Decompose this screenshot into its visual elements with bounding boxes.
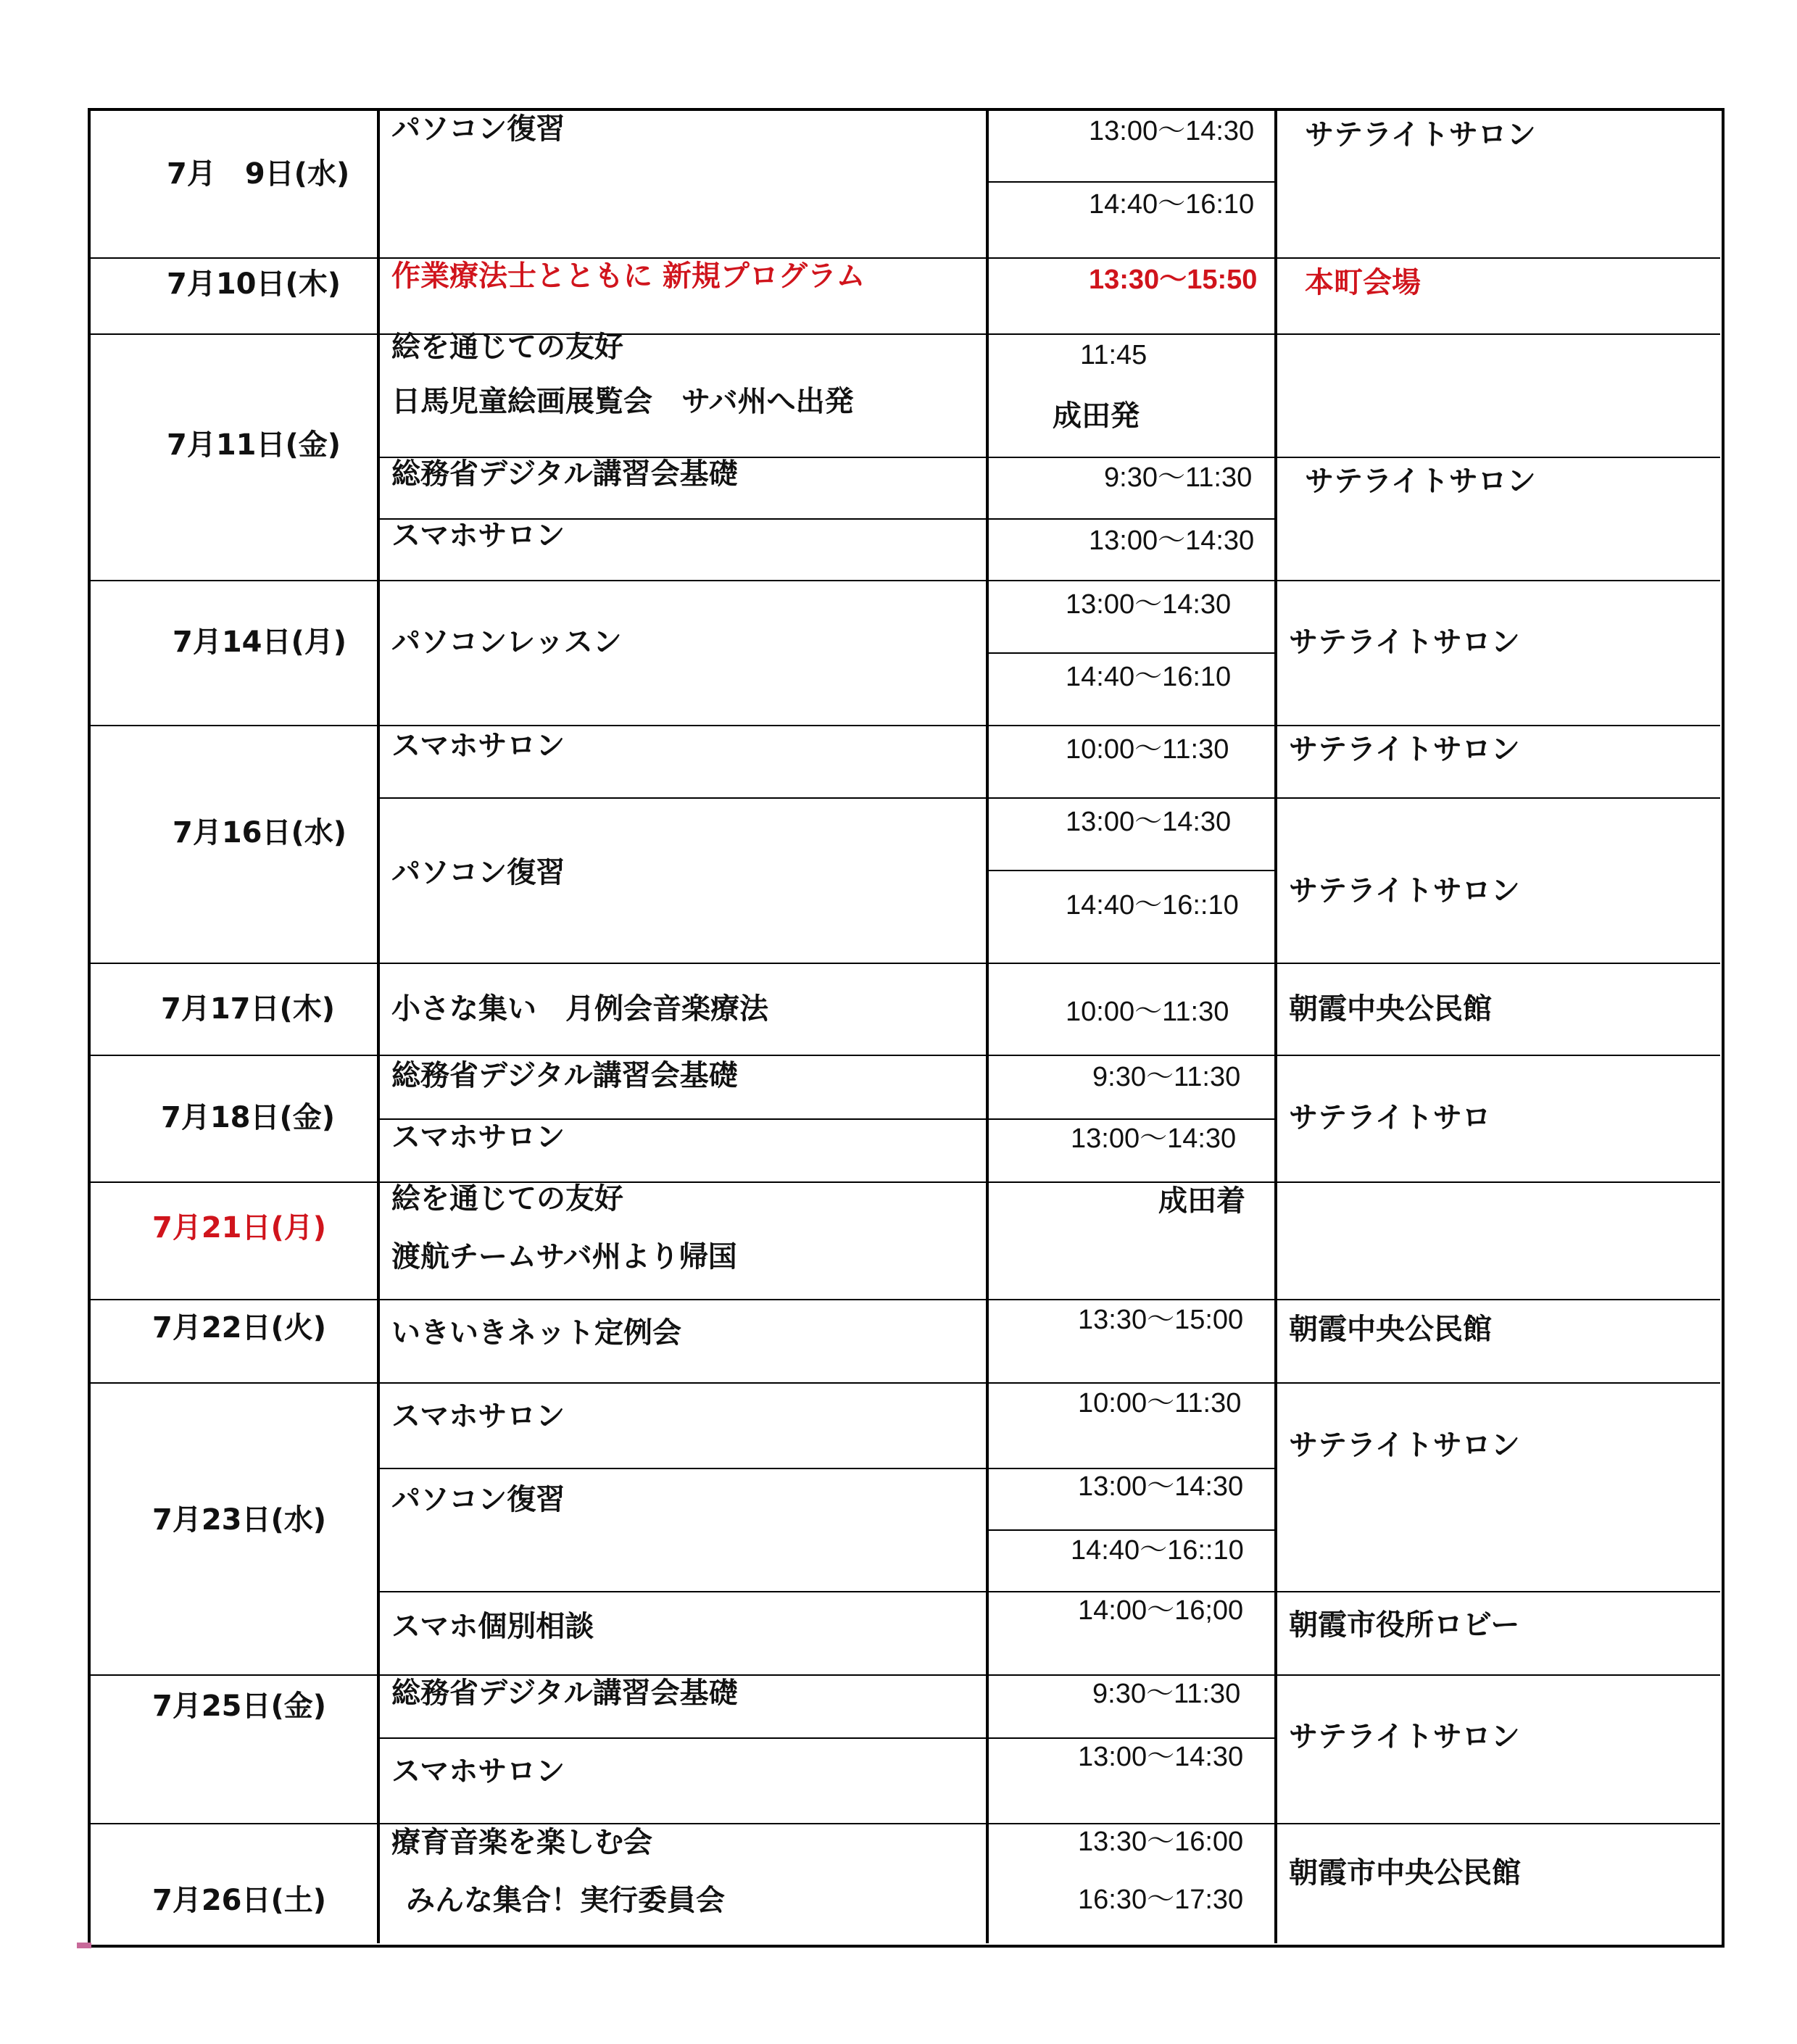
time-slot: 14:40～16:10 [1066, 662, 1232, 692]
row-separator [89, 1299, 1720, 1300]
time-slot: 13:00～14:30 [1078, 1471, 1244, 1502]
event-title: 総務省デジタル講習会基礎 [391, 1059, 738, 1092]
venue-cell: 朝霞市役所ロビー [1289, 1608, 1520, 1642]
stray-mark [77, 1943, 91, 1948]
row-separator [89, 725, 1720, 726]
event-title: 療育音楽を楽しむ会 [391, 1826, 652, 1859]
subrow-separator [379, 797, 1720, 799]
event-title: パソコン復習 [391, 856, 565, 889]
venue-cell: 本町会場 [1305, 266, 1421, 299]
event-title: 作業療法士とともに 新規プログラム [391, 259, 866, 293]
time-slot: 14:40～16::10 [1071, 1535, 1244, 1566]
time-slot: 16:30～17:30 [1078, 1885, 1244, 1915]
time-note: 成田発 [1053, 399, 1140, 433]
column-divider-date [377, 109, 380, 1943]
date-cell: 7月22日(火) [152, 1311, 327, 1345]
event-title: 絵を通じての友好 [391, 1182, 623, 1216]
venue-cell: サテライトサロン [1305, 465, 1536, 498]
date-cell: 7月10日(木) [167, 267, 341, 301]
time-slot: 9:30～11:30 [1092, 1679, 1241, 1709]
time-slot: 10:00～11:30 [1078, 1388, 1242, 1418]
date-cell: 7月14日(月) [173, 626, 347, 659]
date-cell: 7月17日(木) [161, 992, 336, 1026]
time-slot: 9:30～11:30 [1092, 1062, 1241, 1092]
event-title: パソコン復習 [391, 112, 565, 146]
time-slot: 14:40～16::10 [1066, 890, 1239, 921]
time-subrow-separator [988, 870, 1276, 871]
event-title: 小さな集い 月例会音楽療法 [391, 992, 768, 1026]
time-slot: 10:00～11:30 [1066, 734, 1229, 765]
subrow-separator [379, 1591, 1720, 1592]
time-subrow-separator [988, 1529, 1276, 1531]
column-divider-time [1274, 109, 1277, 1943]
time-slot: 13:00～14:30 [1078, 1742, 1244, 1772]
time-slot: 9:30～11:30 [1104, 462, 1253, 493]
date-cell: 7月23日(水) [152, 1503, 327, 1537]
time-slot: 14:00～16;00 [1078, 1595, 1244, 1626]
event-title: スマホサロン [391, 1400, 565, 1433]
event-title: いきいきネット定例会 [391, 1316, 681, 1350]
row-separator [89, 1055, 1720, 1056]
time-slot: 13:00～14:30 [1089, 525, 1255, 556]
event-title: 渡航チームサバ州より帰国 [391, 1240, 737, 1274]
date-cell: 7月26日(土) [152, 1884, 327, 1917]
event-title: スマホ個別相談 [391, 1610, 594, 1643]
time-subrow-separator [988, 652, 1276, 654]
row-separator [89, 580, 1720, 581]
time-slot: 11:45 [1080, 340, 1147, 370]
event-title: 絵を通じての友好 [391, 331, 623, 364]
date-cell: 7月21日(月) [152, 1211, 327, 1245]
event-title: スマホサロン [391, 1755, 565, 1788]
time-slot: 13:00～14:30 [1071, 1123, 1237, 1154]
venue-cell: 朝霞中央公民館 [1289, 992, 1492, 1026]
time-subrow-separator [988, 181, 1276, 183]
event-title: 総務省デジタル講習会基礎 [391, 457, 738, 491]
venue-cell: サテライトサロン [1305, 118, 1536, 151]
event-title: パソコン復習 [391, 1483, 565, 1516]
column-divider-title [986, 109, 989, 1943]
time-slot: 13:30～16:00 [1078, 1827, 1244, 1857]
row-separator [89, 1382, 1720, 1384]
time-slot: 13:30～15:00 [1078, 1305, 1244, 1335]
event-title: スマホサロン [391, 729, 565, 763]
event-title: みんな集合！実行委員会 [406, 1884, 725, 1917]
venue-cell: サテライトサロン [1289, 874, 1520, 907]
time-slot: 10:00～11:30 [1066, 997, 1229, 1027]
date-cell: 7月18日(金) [161, 1101, 336, 1134]
venue-cell: サテライトサロン [1289, 1429, 1520, 1462]
row-separator [89, 333, 1720, 335]
row-separator [89, 1823, 1720, 1824]
time-slot: 13:00～14:30 [1066, 589, 1232, 620]
time-slot: 13:30～15:50 [1089, 265, 1258, 295]
date-cell: 7月11日(金) [167, 428, 341, 462]
row-separator [89, 257, 1720, 259]
time-slot: 14:40～16:10 [1089, 189, 1255, 220]
date-cell: 7月25日(金) [152, 1690, 327, 1723]
venue-cell: サテライトサロン [1289, 733, 1520, 766]
venue-cell: 朝霞中央公民館 [1289, 1313, 1492, 1346]
event-title: スマホサロン [391, 519, 565, 552]
date-cell: 7月 9日(水) [167, 157, 350, 191]
venue-cell: サテライトサロ [1289, 1101, 1491, 1134]
row-separator [89, 1181, 1720, 1183]
event-title: パソコンレッスン [391, 626, 622, 659]
event-title: 総務省デジタル講習会基礎 [391, 1677, 738, 1710]
time-slot: 13:00～14:30 [1089, 116, 1255, 146]
row-separator [89, 1674, 1720, 1676]
event-title: 日馬児童絵画展覧会 サバ州へ出発 [391, 385, 854, 418]
venue-cell: サテライトサロン [1289, 626, 1520, 659]
event-title: スマホサロン [391, 1121, 565, 1154]
row-separator [89, 963, 1720, 964]
subrow-separator [379, 1737, 1276, 1739]
venue-cell: サテライトサロン [1289, 1720, 1520, 1753]
schedule-table [88, 108, 1725, 1948]
venue-cell: 朝霞市中央公民館 [1289, 1856, 1521, 1890]
date-cell: 7月16日(水) [173, 816, 347, 849]
time-note: 成田着 [1158, 1184, 1245, 1218]
time-slot: 13:00～14:30 [1066, 807, 1232, 837]
